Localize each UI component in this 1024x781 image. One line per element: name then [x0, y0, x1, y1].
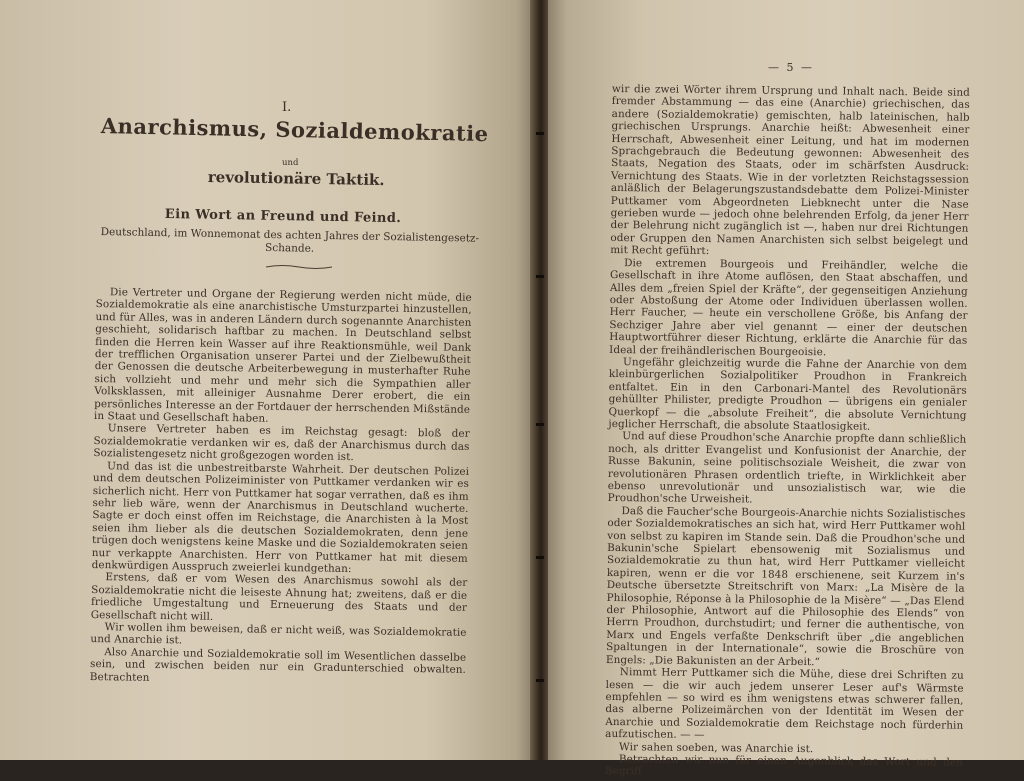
- paragraph: Ungefähr gleichzeitig wurde die Fahne der Anarchie von dem kleinbürgerlichen Sozialpolitiker Proudhon in Frankreich entfaltet. Ein in den Carbonari-Mantel des Revolutionärs gehüllter Philister, predigte Proudhon — übrigens ein genialer Querkopf — die „absolute Freiheit“, die absolute Vernichtung jeglicher Herrschaft, die absolute Staatlosigkeit.: [608, 356, 968, 433]
- dateline: Deutschland, im Wonnemonat des achten Jahres der Sozialistengesetz-Schande.: [100, 226, 480, 255]
- paragraph: Betrachten wir nun für einen Augenblick das Wort und den Begriff: [604, 753, 963, 778]
- binding-stitch: [536, 132, 544, 135]
- title-connector: und: [282, 158, 299, 168]
- right-body-text: [605, 83, 970, 781]
- tagline: Ein Wort an Freund und Feind.: [164, 207, 402, 227]
- binding-stitch: [536, 423, 544, 426]
- chapter-title: Anarchismus, Sozialdemokratie: [100, 113, 489, 147]
- paragraph: Die extremen Bourgeois und Freihändler, welche die Gesellschaft in ihre Atome auflösen, den Staat abschaffen, und Alles dem „freien Spiel der Kräfte“, der gegenseitigen Anziehung oder Abstoßung der Atome oder Individuen überlassen wollen. Herr Faucher, — heute ein verschollene Größe, bis Anfang der Sechziger Jahre aber viel genannt — einer der deutschen Hauptwortführer dieser Richtung, erklärte die Anarchie für das Ideal der freihändlerischen Bourgeoisie.: [609, 256, 969, 358]
- chapter-subtitle: revolutionäre Taktik.: [207, 168, 385, 190]
- page-number: — 5 —: [768, 61, 814, 74]
- paragraph: Die Vertreter und Organe der Regierung werden nicht müde, die Sozialdemokratie als eine anarchistische Umsturzpartei hinzustellen, und für Alles, was in anderen Ländern durch sogenannte Anarchisten geschieht, solidarisch haftbar zu machen. In Deutschland selbst finden die Herren kein Wasser auf ihre Reaktionsmühle, weil Dank der trefflichen Organisation unserer Partei und der Zielbewußtheit der Genossen die deutsche Arbeiterbewegung in musterhafter Ruhe sich vollzieht und mehr und mehr sich die Sympathien aller Volksklassen, mit alleiniger Ausnahme Derer erobert, die ein persönliches Interesse an der Fortdauer der herrschenden Mißstände in Staat und Gesellschaft haben.: [93, 286, 472, 425]
- paragraph: Also Anarchie und Sozialdemokratie soll im Wesentlichen dasselbe sein, und zwischen beiden nur ein Gradunterschied obwalten. Betrachten: [89, 645, 467, 684]
- paragraph: Nimmt Herr Puttkamer sich die Mühe, diese drei Schriften zu lesen — die wir auch jedem unserer Leser auf's Wärmste empfehlen — so wird es ihm wenigstens etwas schwerer fallen, das alberne Polizeimärchen von der Identität im Wesen der Anarchie und Sozialdemokratie dem Reichstage noch fürderhin aufzutischen. — —: [605, 666, 964, 742]
- book-gutter: [530, 0, 550, 760]
- left-body-text: [90, 286, 472, 689]
- chapter-number: I.: [282, 100, 292, 115]
- paragraph: Wir wollen ihm beweisen, daß er nicht weiß, was Sozialdemokratie und Anarchie ist.: [90, 621, 467, 647]
- paragraph: wir die zwei Wörter ihrem Ursprung und Inhalt nach. Beide sind fremder Abstammung — das eine (Anarchie) griechischen, das andere (Sozialdemokratie) gemischten, halb lateinischen, halb griechischen Ursprungs. Anarchie heißt: Abwesenheit einer Herrschaft, Abwesenheit einer Leitung, und hat im modernen Sprachgebrauch die Bedeutung gewonnen: Abwesenheit des Staats, Negation des Staats, oder im schärfsten Ausdruck: Vernichtung des Staats. Wie in der vorletzten Reichstagssession anläßlich der Belagerungszustandsdebatte dem Polizei-Minister Puttkamer vom Abgeordneten Liebknecht unter die Nase gerieben wurde — jedoch ohne belehrenden Erfolg, da jener Herr der Belehrung nicht zugänglich ist —, haben nur drei Richtungen oder Gruppen den Namen Anarchisten sich selbst beigelegt und mit Recht geführt:: [610, 83, 970, 258]
- paragraph: Erstens, daß er vom Wesen des Anarchismus sowohl als der Sozialdemokratie nicht die leiseste Ahnung hat; zweitens, daß er die friedliche Umgestaltung und Erneuerung des Staats und der Gesellschaft nicht will.: [90, 571, 468, 623]
- paragraph: Und das ist die unbestreitbarste Wahrheit. Der deutschen Polizei und dem deutschen Polizeiminister von Puttkamer verdanken wir es sicherlich nicht. Herr von Puttkamer hat sogar verrathen, daß es ihm sehr lieb wäre, wenn der Anarchismus in Deutschland wucherte. Sagte er doch einst offen im Reichstage, die Anarchisten à la Most seien ihm lieber als die deutschen Sozialdemokraten, denn jene trügen doch wenigstens keine Maske und die Sozialdemokraten seien nur verkappte Anarchisten. Herr von Puttkamer hat mit diesem denkwürdigen Ausspruch zweierlei kundgethan:: [91, 459, 470, 575]
- paragraph: Unsere Vertreter haben es im Reichstag gesagt: bloß der Sozialdemokratie verdanken wir es, daß der Anarchismus durch das Sozialistengesetz nicht großgezogen worden ist.: [93, 422, 470, 464]
- binding-stitch: [536, 679, 544, 682]
- binding-stitch: [536, 556, 544, 559]
- paragraph: Daß die Faucher'sche Bourgeois-Anarchie nichts Sozialistisches oder Sozialdemokratisches an sich hat, wird Herr Puttkamer wohl von selbst zu kapiren im Stande sein. Daß die Proudhon'sche und Bakunin'sche Spielart ebensowenig mit Sozialismus und Sozialdemokratie zu thun hat, wird Herr Puttkamer vielleicht kapiren, wenn er die vor 1848 erschienene, seit Kurzem in's Deutsche übersetzte Streitschrift von Marx: „La Misère de la Philosophie, Réponse à la Philosophie de la Misère“ — „Das Elend der Philosophie, Antwort auf die Philosophie des Elends“ von Herrn Proudhon, durchstudirt; und ferner die authentische, von Marx und Engels verfaßte Denkschrift über „die angeblichen Spaltungen in der Internationale“, sowie die Broschüre von Engels: „Die Bakunisten an der Arbeit.“: [605, 504, 966, 668]
- right-page: [548, 0, 1024, 778]
- divider-flourish: [264, 264, 334, 270]
- binding-stitch: [536, 275, 544, 278]
- paragraph: Wir sahen soeben, was Anarchie ist.: [618, 740, 814, 755]
- paragraph: Und auf diese Proudhon'sche Anarchie propfte dann schließlich noch, als dritter Evangelist und Konfusionist der Anarchie, der Russe Bakunin, seine politischsoziale Weisheit, die zwar von revolutionären Phrasen ordentlich triefte, in Wirklichkeit aber ebenso unrevolutionär und unsozialistisch war, wie die Proudhon'sche Urweisheit.: [607, 430, 967, 506]
